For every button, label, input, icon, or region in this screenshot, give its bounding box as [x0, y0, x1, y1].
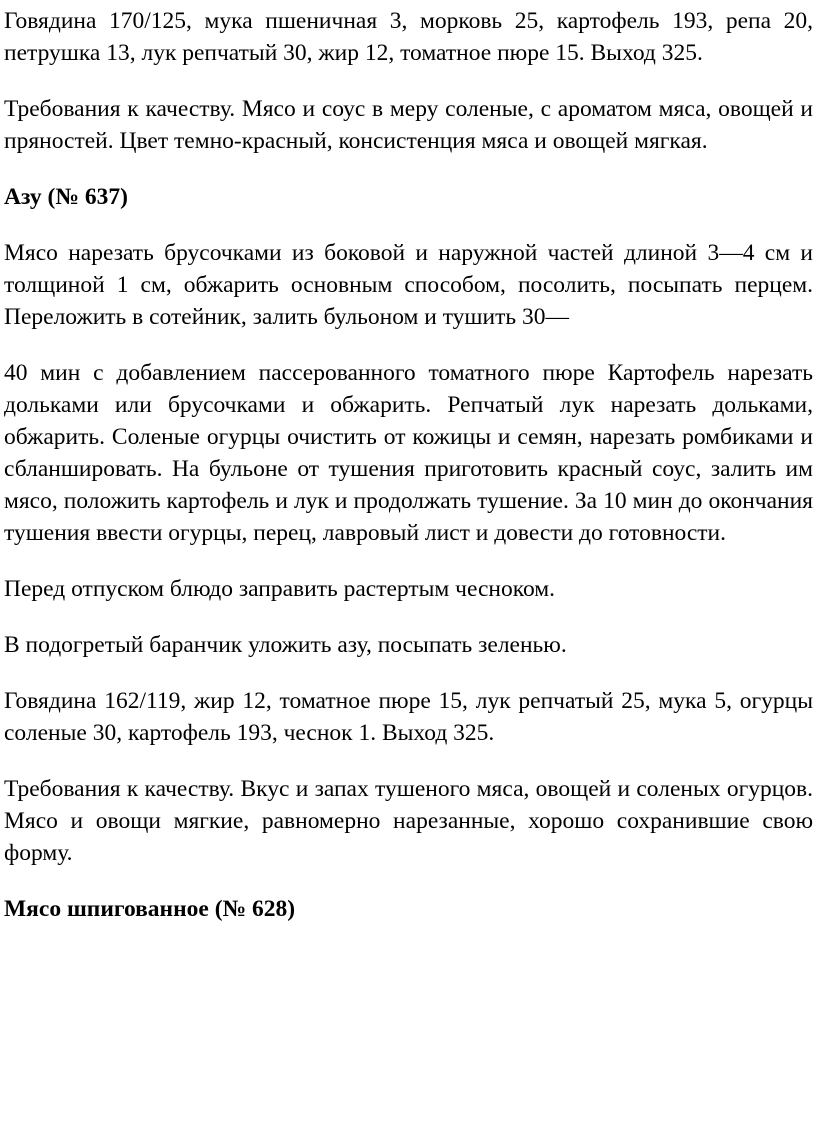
method-paragraph-1: Мясо нарезать брусочками из боковой и наружной частей длиной 3—4 см и толщиной 1 см, обжарить основным способом, посолить, посыпать перцем. Переложить в сотейник, залить бульоном и тушить 30—: [4, 240, 813, 330]
method-paragraph-2: 40 мин с добавлением пассерованного томатного пюре Картофель нарезать дольками или брусочками и обжарить. Репчатый лук нарезать дольками, обжарить. Соленые огурцы очистить от кожицы и семян, нарезать ромбиками и сбланшировать. На бульоне от тушения приготовить красный соус, залить им мясо, положить картофель и лук и продолжать тушение. За 10 мин до окончания тушения ввести огурцы, перец, лавровый лист и довести до готовности.: [4, 360, 813, 546]
quality-paragraph-2: Требования к качеству. Вкус и запах тушеного мяса, овощей и соленых огурцов. Мясо и овощи мягкие, равномерно нарезанные, хорошо сохранившие свою форму.: [4, 776, 813, 866]
ingredients-paragraph-2: Говядина 162/119, жир 12, томатное пюре 15, лук репчатый 25, мука 5, огурцы соленые 30, картофель 193, чеснок 1. Выход 325.: [4, 688, 813, 746]
serving-paragraph-1: Перед отпуском блюдо заправить растертым чесноком.: [4, 576, 555, 602]
section-heading-azu: Азу (№ 637): [4, 184, 128, 210]
ingredients-paragraph-1: Говядина 170/125, мука пшеничная 3, морковь 25, картофель 193, репа 20, петрушка 13, лук репчатый 30, жир 12, томатное пюре 15. Выход 325.: [4, 8, 813, 66]
section-heading-shpigovannoe: Мясо шпигованное (№ 628): [4, 896, 296, 922]
serving-paragraph-2: В подогретый баранчик уложить азу, посыпать зеленью.: [4, 632, 567, 658]
document-page: [4, 5, 813, 949]
quality-paragraph-1: Требования к качеству. Мясо и соус в меру соленые, с ароматом мяса, овощей и пряностей. Цвет темно-красный, консистенция мяса и овощей мягкая.: [4, 96, 813, 154]
